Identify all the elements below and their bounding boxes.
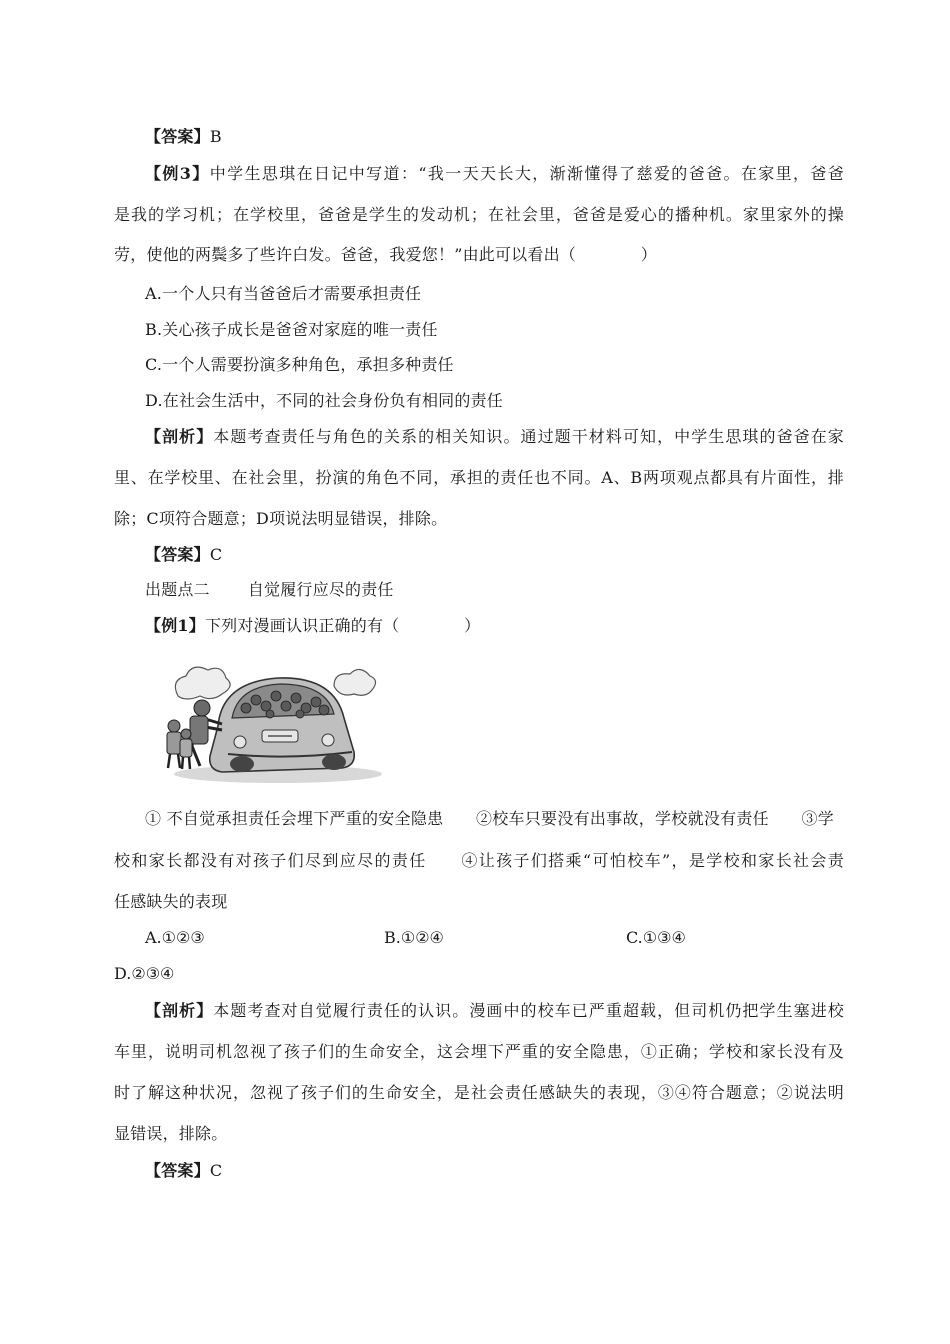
- section-heading: [145, 580, 875, 600]
- example-1-statements-line-1: ① 不自觉承担责任会埋下严重的安全隐患 ②校车只要没有出事故，学校就没有责任 ③学: [145, 809, 834, 828]
- example-1-statements-line-2: 校和家长都没有对孩子们尽到应尽的责任 ④让孩子们搭乘“可怕校车”，是学校和家长社会责: [114, 851, 844, 870]
- analysis-1-line-3: 时了解这种状况，忽视了孩子们的生命安全，是社会责任感缺失的表现，③④符合题意；②说法明: [114, 1083, 844, 1102]
- example-3-option-b: B.关心孩子成长是爸爸对家庭的唯一责任: [145, 320, 438, 339]
- example-1-option-b: B.①②④: [384, 928, 444, 947]
- section-title: 自觉履行应尽的责任: [247, 580, 394, 599]
- analysis-3-line-3: 除；C项符合题意；D项说法明显错误，排除。: [114, 509, 448, 528]
- example-3-label: 【例3】: [145, 164, 210, 183]
- answer-line-3: 【答案】C: [145, 1161, 223, 1180]
- answer-line-2: 【答案】C: [145, 545, 223, 564]
- answer-line-1: [145, 127, 875, 147]
- section-label: 出题点二: [145, 580, 210, 599]
- example-1-option-c: C.①③④: [626, 928, 686, 947]
- example-1-option-a: A.①②③: [145, 928, 205, 947]
- example-3-line-1: 【例3】中学生思琪在日记中写道：“我一天天长大，渐渐懂得了慈爱的爸爸。在家里，爸爸: [145, 164, 844, 183]
- example-1-statements-line-3: 任感缺失的表现: [114, 892, 228, 911]
- example-1-label: 【例1】: [145, 616, 205, 635]
- example-3-option-d: D.在社会生活中，不同的社会身份负有相同的责任: [145, 391, 503, 410]
- analysis-1-line-2: 车里，说明司机忽视了孩子们的生命安全，这会埋下严重的安全隐患，①正确；学校和家长没有及: [114, 1042, 844, 1061]
- example-1-option-d: D.②③④: [114, 964, 175, 983]
- example-3-line-2: 是我的学习机；在学校里，爸爸是学生的发动机；在社会里，爸爸是爱心的播种机。家里家外的操: [114, 205, 844, 224]
- analysis-3-line-2: 里、在学校里、在社会里，扮演的角色不同，承担的责任也不同。A、B两项观点都具有片面性，排: [114, 468, 844, 487]
- school-bus-cartoon: [158, 656, 384, 784]
- example-3-option-c: C.一个人需要扮演多种角色，承担多种责任: [145, 355, 454, 374]
- example-3-option-a: A.一个人只有当爸爸后才需要承担责任: [145, 284, 422, 303]
- analysis-label: 【剖析】: [145, 427, 214, 446]
- analysis-1-line-4: 显错误，排除。: [114, 1124, 228, 1143]
- example-1-question: 【例1】下列对漫画认识正确的有（ ）: [145, 616, 481, 635]
- example-3-line-3: 劳，使他的两鬓多了些许白发。爸爸，我爱您！”由此可以看出（ ）: [114, 245, 657, 264]
- analysis-1-line-1: 【剖析】本题考查对自觉履行责任的认识。漫画中的校车已严重超载，但司机仍把学生塞进校: [145, 1001, 844, 1020]
- answer-label: 【答案】: [145, 127, 210, 146]
- analysis-3-line-1: 【剖析】本题考查责任与角色的关系的相关知识。通过题干材料可知，中学生思琪的爸爸在家: [145, 427, 844, 446]
- answer-value: B: [209, 127, 222, 146]
